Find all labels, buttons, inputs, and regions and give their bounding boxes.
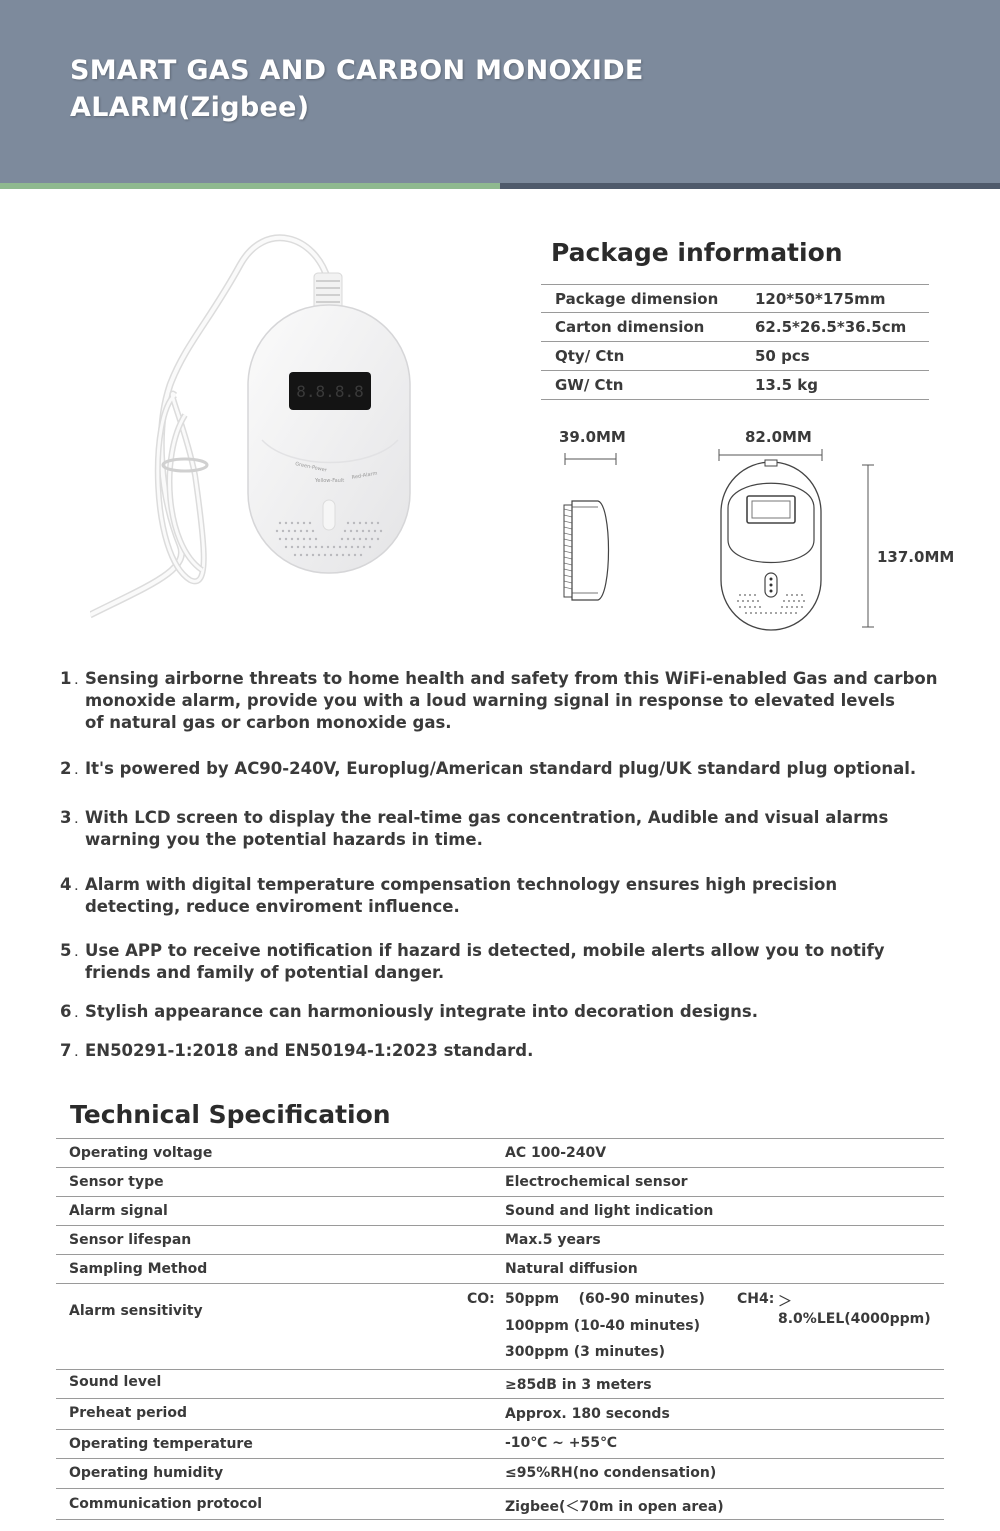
dimension-depth-label: 39.0MM [559, 428, 626, 446]
list-item [60, 758, 960, 783]
table-row [56, 1459, 944, 1489]
spec-value: Approx. 180 seconds [505, 1406, 670, 1422]
spec-value: ≤95%RH(no condensation) [505, 1465, 717, 1481]
page-title [70, 52, 770, 126]
feature-number: 3 . [60, 808, 79, 827]
spec-value: ≥85dB in 3 meters [505, 1377, 652, 1393]
indicator-label-power: Green-Power [294, 461, 328, 474]
feature-number: 7 . [60, 1041, 79, 1060]
feature-text: It's powered by AC90-240V, Europlug/American standard plug/UK standard plug optional. [85, 759, 917, 778]
spec-label: Sensor type [69, 1174, 164, 1190]
indicator-label-fault: Yellow-Fault [315, 478, 345, 484]
table-row [56, 1489, 944, 1520]
spec-label: Sensor lifespan [69, 1232, 192, 1248]
side-view-outline [564, 501, 609, 600]
dimension-height-label: 137.0MM [877, 548, 955, 566]
feature-number: 1 . [60, 669, 79, 688]
list-item [60, 668, 960, 734]
spec-value: Zigbee(＜70m in open area) [505, 1499, 724, 1515]
display-digits: 8.8.8.8 [296, 382, 364, 401]
indicator-label-alarm: Red-Alarm [351, 470, 378, 481]
table-row [541, 342, 929, 371]
table-row [541, 313, 929, 342]
spec-label: Communication protocol [69, 1496, 263, 1512]
co-sensitivity-line: 300ppm (3 minutes) [505, 1344, 665, 1360]
package-value: 120*50*175mm [755, 289, 886, 308]
header-accent-bar-green [0, 183, 500, 189]
ch4-sensitivity-value: ＞8.0%LEL(4000ppm) [778, 1294, 931, 1327]
package-label: Qty/ Ctn [555, 347, 625, 365]
list-item [60, 1001, 960, 1026]
table-row [56, 1197, 944, 1226]
spec-label: Alarm signal [69, 1203, 168, 1219]
spec-label: Operating humidity [69, 1465, 224, 1481]
co-sensitivity-line: 100ppm (10-40 minutes) [505, 1318, 701, 1334]
package-label: Carton dimension [555, 318, 705, 336]
front-view-outline [721, 460, 821, 630]
tech-spec-table [56, 1138, 944, 1520]
co-prefix: CO: [467, 1291, 495, 1307]
spec-value: Sound and light indication [505, 1203, 714, 1219]
package-label: GW/ Ctn [555, 376, 624, 394]
table-row [56, 1139, 944, 1168]
table-row [56, 1255, 944, 1284]
package-value: 62.5*26.5*36.5cm [755, 318, 907, 336]
gas-alarm-device-illustration [90, 225, 430, 625]
feature-number: 5 . [60, 941, 79, 960]
package-info-table [541, 284, 929, 400]
package-label: Package dimension [555, 289, 719, 308]
table-row [56, 1284, 944, 1370]
header-accent-bar-dark [500, 183, 1000, 189]
list-item [60, 807, 960, 851]
package-value: 50 pcs [755, 347, 810, 365]
table-row [56, 1370, 944, 1399]
co-sensitivity-line: 50ppm (60-90 minutes) [505, 1291, 705, 1307]
table-row [541, 284, 929, 313]
spec-value: -10℃ ~ +55℃ [505, 1435, 617, 1451]
feature-text: Use APP to receive notification if hazard is detected, mobile alerts allow you to notify friends and family of potential danger. [85, 941, 885, 982]
spec-label: Sampling Method [69, 1261, 208, 1277]
tech-spec-title: Technical Specification [70, 1100, 391, 1129]
table-row [56, 1226, 944, 1255]
table-row [56, 1399, 944, 1430]
table-row [541, 371, 929, 400]
header-banner [0, 0, 1000, 183]
feature-number: 2 . [60, 759, 79, 778]
product-image [90, 225, 430, 625]
spec-label: Operating voltage [69, 1145, 213, 1161]
spec-label: Sound level [69, 1374, 162, 1390]
page-title-line-2: ALARM(Zigbee) [70, 92, 310, 123]
table-row [56, 1430, 944, 1459]
feature-number: 6 . [60, 1002, 79, 1021]
spec-label: Preheat period [69, 1405, 187, 1421]
list-item [60, 1040, 960, 1065]
dimension-drawing [550, 445, 900, 640]
spec-value: AC 100-240V [505, 1145, 607, 1161]
spec-value: Electrochemical sensor [505, 1174, 688, 1190]
spec-label: Operating temperature [69, 1436, 253, 1452]
table-row [56, 1168, 944, 1197]
package-value: 13.5 kg [755, 376, 818, 394]
page-title-line-1: SMART GAS AND CARBON MONOXIDE [70, 55, 644, 86]
feature-text: Stylish appearance can harmoniously integrate into decoration designs. [85, 1002, 759, 1021]
feature-text: Sensing airborne threats to home health and safety from this WiFi-enabled Gas and carbon monoxide alarm, provide you with a loud warning signal in response to elevated levels of natural gas or carbon monoxide gas. [85, 669, 938, 732]
spec-value: Natural diffusion [505, 1261, 638, 1277]
list-item [60, 940, 960, 984]
feature-number: 4 . [60, 875, 79, 894]
ch4-prefix: CH4: [737, 1291, 775, 1307]
feature-text: EN50291-1:2018 and EN50194-1:2023 standard. [85, 1041, 534, 1060]
spec-label: Alarm sensitivity [69, 1303, 203, 1319]
dimension-width-label: 82.0MM [745, 428, 812, 446]
spec-value: Max.5 years [505, 1232, 601, 1248]
list-item [60, 874, 960, 918]
feature-text: With LCD screen to display the real-time gas concentration, Audible and visual alarms warning you the potential hazards in time. [85, 808, 889, 849]
package-info-title: Package information [551, 238, 843, 267]
feature-text: Alarm with digital temperature compensation technology ensures high precision detecting, reduce enviroment influence. [85, 875, 838, 916]
